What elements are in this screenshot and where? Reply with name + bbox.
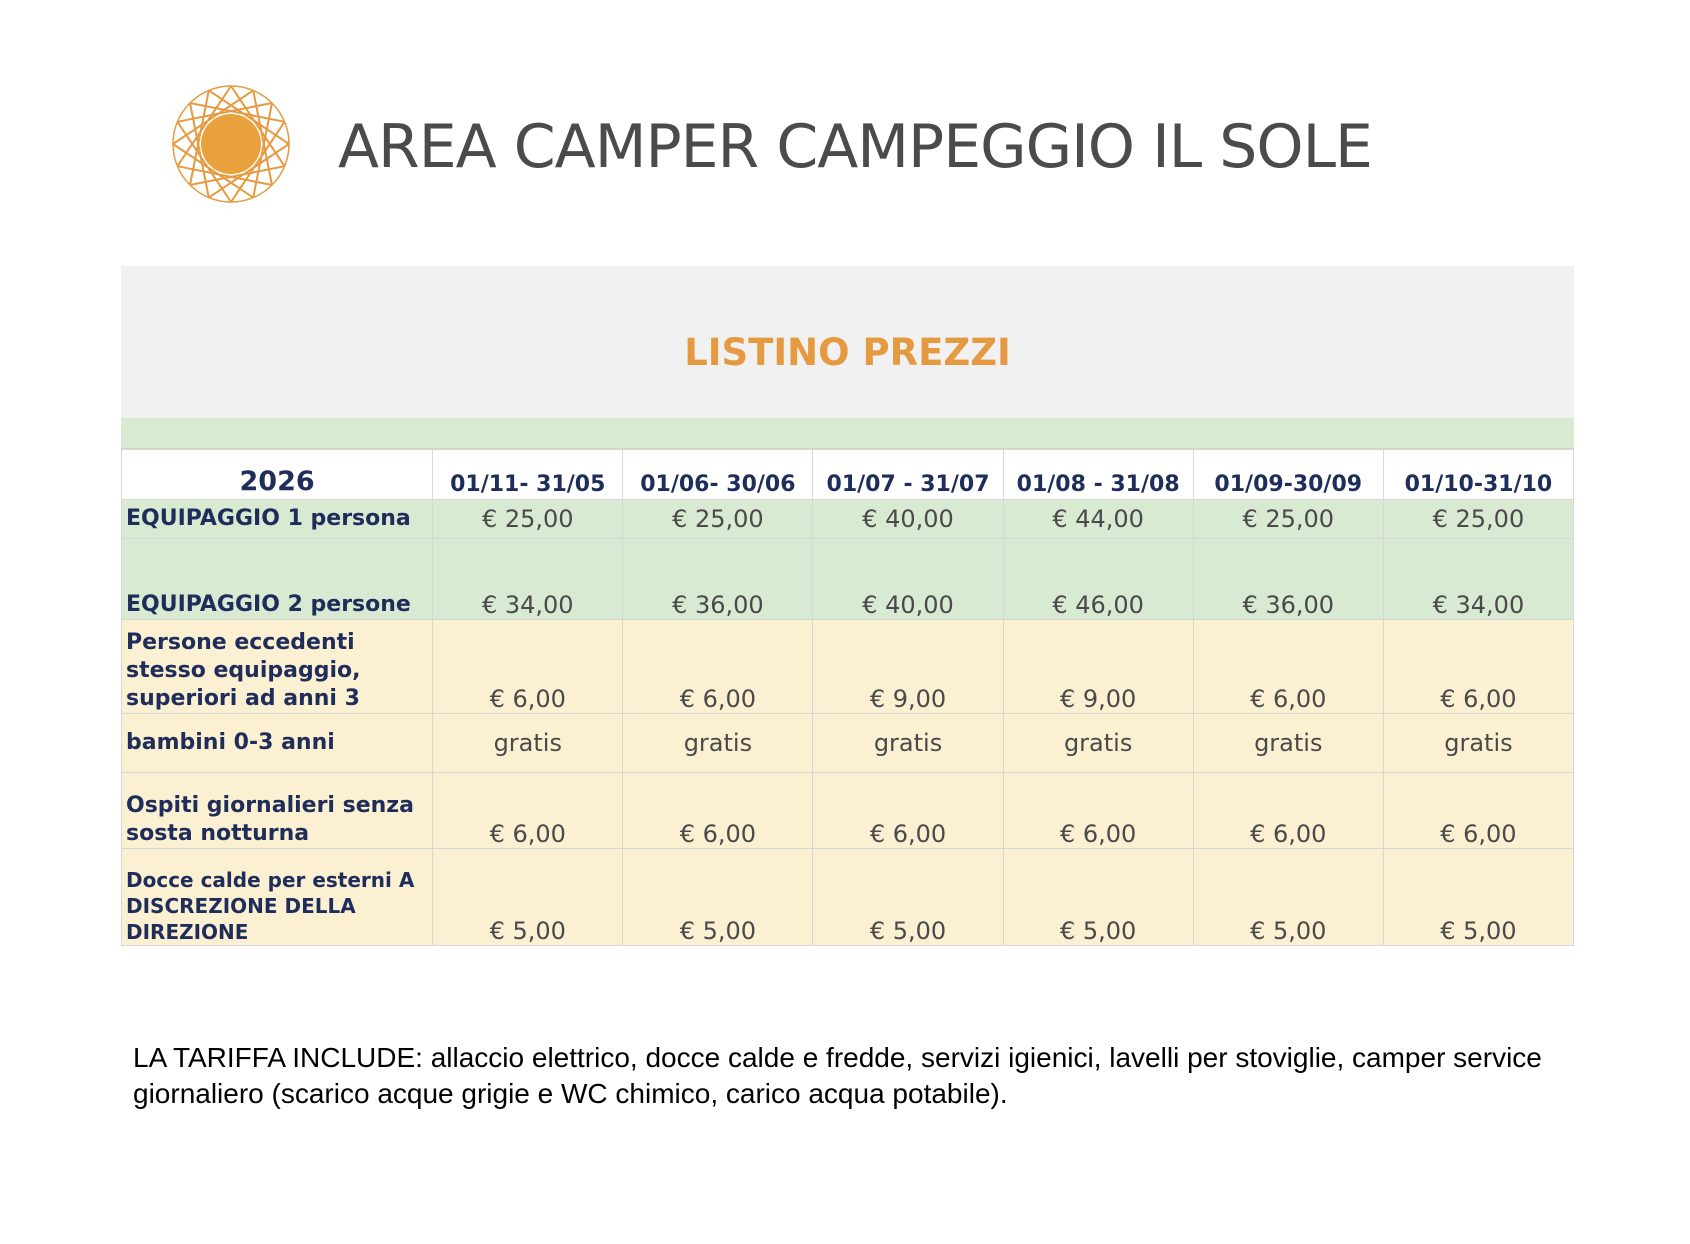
table-row — [122, 500, 1574, 539]
price-cell: € 6,00 — [433, 620, 623, 714]
row-label: EQUIPAGGIO 1 persona — [122, 500, 433, 539]
price-list-panel — [121, 266, 1574, 945]
price-cell: € 36,00 — [623, 539, 813, 620]
tariff-note: LA TARIFFA INCLUDE: allaccio elettrico, docce calde e fredde, servizi igienici, lavelli per stoviglie, camper service giornaliero (scarico acque grigie e WC chimico, carico acqua potabile). — [133, 1042, 1542, 1109]
price-cell: gratis — [1383, 714, 1573, 773]
row-label: bambini 0-3 anni — [122, 714, 433, 773]
price-cell: € 6,00 — [433, 773, 623, 849]
price-cell: € 6,00 — [1383, 620, 1573, 714]
price-cell: € 6,00 — [813, 773, 1003, 849]
row-label: Ospiti giornalieri senza sosta notturna — [122, 773, 433, 849]
price-list-title: LISTINO PREZZI — [684, 331, 1011, 374]
period-header: 01/09-30/09 — [1193, 450, 1383, 500]
price-cell: € 40,00 — [813, 500, 1003, 539]
price-cell: € 34,00 — [433, 539, 623, 620]
price-cell: € 6,00 — [623, 620, 813, 714]
price-table — [121, 449, 1574, 946]
price-cell: € 25,00 — [623, 500, 813, 539]
price-cell: gratis — [1003, 714, 1193, 773]
price-cell: € 5,00 — [623, 849, 813, 946]
price-cell: € 6,00 — [1193, 773, 1383, 849]
price-cell: € 25,00 — [1383, 500, 1573, 539]
period-header: 01/11- 31/05 — [433, 450, 623, 500]
price-cell: € 44,00 — [1003, 500, 1193, 539]
price-cell: gratis — [623, 714, 813, 773]
price-cell: € 5,00 — [1383, 849, 1573, 946]
price-cell: € 25,00 — [433, 500, 623, 539]
row-label: Docce calde per esterni A DISCREZIONE DELLA DIREZIONE — [122, 849, 433, 946]
price-cell: € 5,00 — [1003, 849, 1193, 946]
table-row — [122, 773, 1574, 849]
brand-title: AREA CAMPER CAMPEGGIO IL SOLE — [338, 112, 1372, 182]
price-cell: € 5,00 — [1193, 849, 1383, 946]
price-list-header — [121, 266, 1574, 418]
price-cell: € 6,00 — [1003, 773, 1193, 849]
table-header-row — [122, 450, 1574, 500]
price-cell: € 36,00 — [1193, 539, 1383, 620]
period-header: 01/08 - 31/08 — [1003, 450, 1193, 500]
period-header: 01/10-31/10 — [1383, 450, 1573, 500]
period-header: 01/07 - 31/07 — [813, 450, 1003, 500]
row-label: Persone eccedenti stesso equipaggio, superiori ad anni 3 — [122, 620, 433, 714]
table-row — [122, 714, 1574, 773]
table-row — [122, 620, 1574, 714]
price-cell: € 46,00 — [1003, 539, 1193, 620]
price-cell: € 6,00 — [1383, 773, 1573, 849]
price-cell: gratis — [433, 714, 623, 773]
table-row — [122, 539, 1574, 620]
price-cell: € 34,00 — [1383, 539, 1573, 620]
row-label: EQUIPAGGIO 2 persone — [122, 539, 433, 620]
price-cell: € 6,00 — [1193, 620, 1383, 714]
table-row — [122, 849, 1574, 946]
year-header: 2026 — [122, 450, 433, 500]
price-cell: € 5,00 — [433, 849, 623, 946]
price-cell: € 25,00 — [1193, 500, 1383, 539]
price-cell: gratis — [813, 714, 1003, 773]
header-divider-strip — [121, 418, 1574, 449]
price-cell: € 5,00 — [813, 849, 1003, 946]
price-cell: € 9,00 — [813, 620, 1003, 714]
sun-logo-icon — [170, 83, 292, 205]
price-cell: € 9,00 — [1003, 620, 1193, 714]
price-cell: gratis — [1193, 714, 1383, 773]
price-cell: € 40,00 — [813, 539, 1003, 620]
price-cell: € 6,00 — [623, 773, 813, 849]
period-header: 01/06- 30/06 — [623, 450, 813, 500]
